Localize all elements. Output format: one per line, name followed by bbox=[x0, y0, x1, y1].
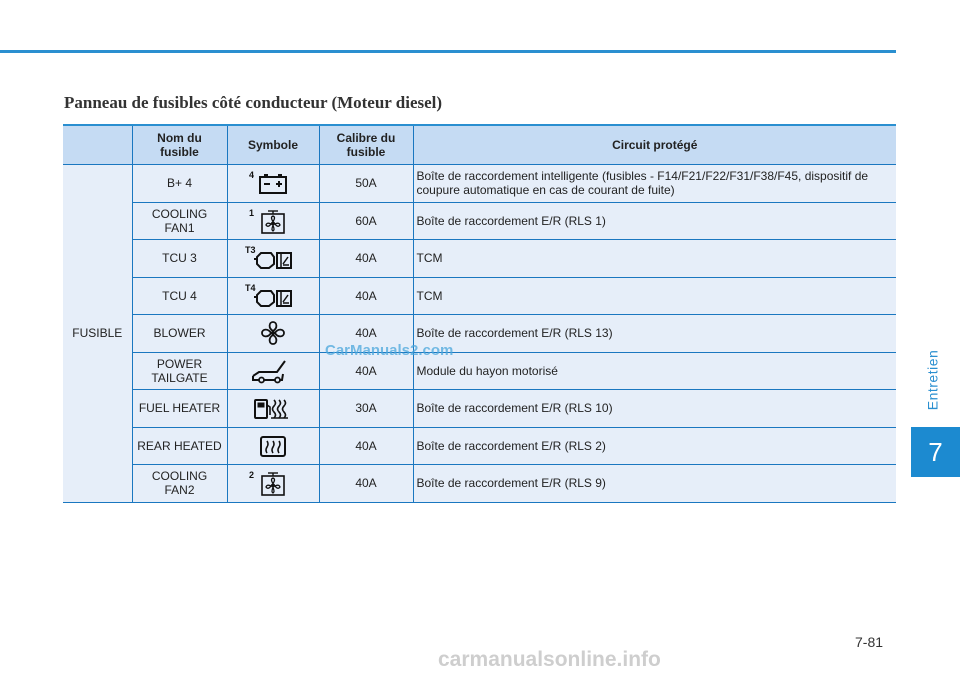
blower-fan-icon bbox=[241, 319, 305, 347]
table-header-row bbox=[63, 125, 896, 165]
fuse-rating: 40A bbox=[319, 315, 413, 353]
fuse-symbol bbox=[227, 315, 319, 353]
table-row bbox=[63, 240, 896, 278]
fuse-circuit: Boîte de raccordement E/R (RLS 13) bbox=[413, 315, 896, 353]
fuse-name: TCU 3 bbox=[132, 240, 227, 278]
table-row bbox=[63, 427, 896, 465]
fuse-rating: 30A bbox=[319, 390, 413, 428]
section-side-label bbox=[909, 330, 955, 430]
table-row bbox=[63, 315, 896, 353]
fuse-name: POWER TAILGATE bbox=[132, 352, 227, 390]
header-rating: Calibre du fusible bbox=[319, 125, 413, 165]
table-row bbox=[63, 277, 896, 315]
fuse-table bbox=[63, 124, 896, 503]
fuse-rating: 50A bbox=[319, 165, 413, 203]
fuse-circuit: Module du hayon motorisé bbox=[413, 352, 896, 390]
fuse-circuit: Boîte de raccordement E/R (RLS 10) bbox=[413, 390, 896, 428]
top-rule bbox=[0, 50, 896, 53]
fuse-symbol bbox=[227, 465, 319, 503]
fuse-circuit: Boîte de raccordement E/R (RLS 1) bbox=[413, 202, 896, 240]
header-name: Nom du fusible bbox=[132, 125, 227, 165]
fuse-circuit: TCM bbox=[413, 240, 896, 278]
table-row bbox=[63, 352, 896, 390]
watermark-carmanuals2: CarManuals2.com bbox=[325, 342, 454, 359]
fuse-name: BLOWER bbox=[132, 315, 227, 353]
section-label-text: Entretien bbox=[924, 349, 941, 411]
fuse-rating: 40A bbox=[319, 352, 413, 390]
fuse-name: FUEL HEATER bbox=[132, 390, 227, 428]
header-group bbox=[63, 125, 132, 165]
symbol-superscript: T3 bbox=[245, 245, 256, 256]
fuse-name: B+ 4 bbox=[132, 165, 227, 203]
fuse-circuit: Boîte de raccordement intelligente (fusibles - F14/F21/F22/F31/F38/F45, dispositif de coupure automatique en cas de courant de fuite) bbox=[413, 165, 896, 203]
watermark-carmanualsonline: carmanualsonline.info bbox=[438, 648, 661, 671]
fuse-rating: 40A bbox=[319, 465, 413, 503]
page-number: 7-81 bbox=[855, 634, 884, 650]
fuse-name: TCU 4 bbox=[132, 277, 227, 315]
fuse-symbol bbox=[227, 390, 319, 428]
group-label: FUSIBLE bbox=[63, 165, 132, 503]
fuse-symbol bbox=[227, 352, 319, 390]
fuse-circuit: Boîte de raccordement E/R (RLS 2) bbox=[413, 427, 896, 465]
table-row bbox=[63, 165, 896, 203]
header-symbol: Symbole bbox=[227, 125, 319, 165]
transmission-control-icon bbox=[241, 244, 305, 272]
fuse-name: REAR HEATED bbox=[132, 427, 227, 465]
fuse-rating: 40A bbox=[319, 277, 413, 315]
table-row bbox=[63, 202, 896, 240]
rear-defroster-icon bbox=[241, 432, 305, 460]
fuse-circuit: TCM bbox=[413, 277, 896, 315]
cooling-fan-icon bbox=[241, 207, 305, 235]
fuse-name: COOLING FAN1 bbox=[132, 202, 227, 240]
chapter-tab: 7 bbox=[911, 427, 960, 477]
symbol-superscript: 2 bbox=[249, 470, 255, 481]
fuse-symbol bbox=[227, 277, 319, 315]
fuse-symbol bbox=[227, 240, 319, 278]
table-row bbox=[63, 390, 896, 428]
header-circuit: Circuit protégé bbox=[413, 125, 896, 165]
fuse-rating: 60A bbox=[319, 202, 413, 240]
page-title: Panneau de fusibles côté conducteur (Moteur diesel) bbox=[64, 93, 443, 112]
tailgate-icon bbox=[241, 357, 305, 385]
symbol-superscript: 1 bbox=[249, 207, 255, 218]
fuse-name: COOLING FAN2 bbox=[132, 465, 227, 503]
fuse-symbol bbox=[227, 202, 319, 240]
fuse-rating: 40A bbox=[319, 240, 413, 278]
fuse-circuit: Boîte de raccordement E/R (RLS 9) bbox=[413, 465, 896, 503]
fuse-symbol bbox=[227, 427, 319, 465]
cooling-fan-icon bbox=[241, 469, 305, 497]
fuse-rating: 40A bbox=[319, 427, 413, 465]
table-row bbox=[63, 465, 896, 503]
symbol-superscript: 4 bbox=[249, 170, 255, 181]
battery-icon bbox=[241, 169, 305, 197]
transmission-control-icon bbox=[241, 282, 305, 310]
symbol-superscript: T4 bbox=[245, 282, 256, 293]
fuse-symbol bbox=[227, 165, 319, 203]
fuel-heater-icon bbox=[241, 394, 305, 422]
